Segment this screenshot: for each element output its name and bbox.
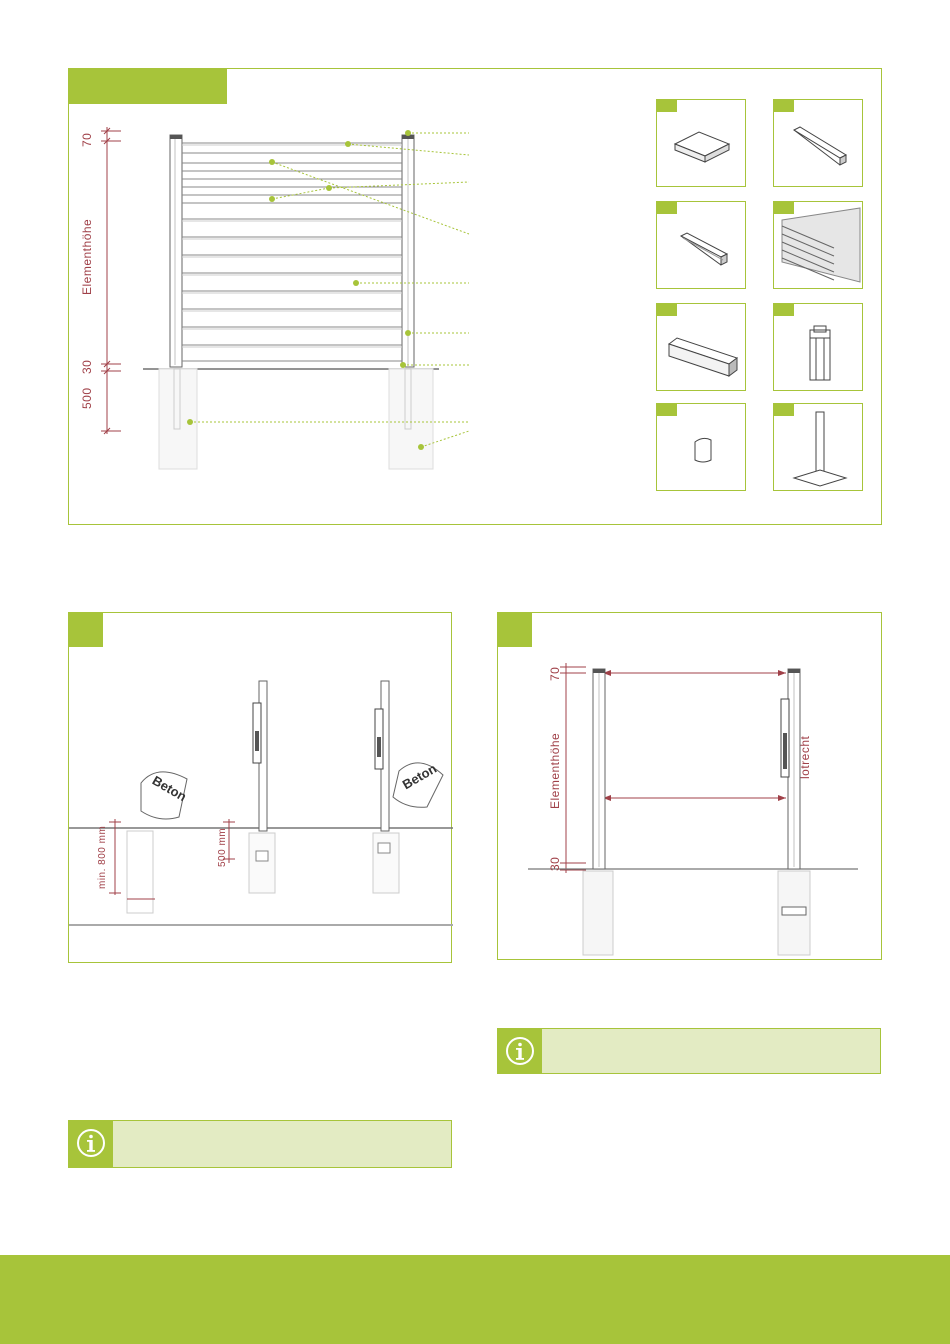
step2-dim-bottom: 30 — [548, 856, 562, 871]
part-thumb-clip — [656, 403, 746, 491]
info-box-left — [68, 1120, 452, 1168]
info-icon-cell — [69, 1121, 113, 1167]
info-icon — [76, 1128, 106, 1158]
part-thumb-post — [773, 303, 863, 391]
overview-dim-height: Elementhöhe — [80, 218, 94, 295]
part-thumb-board — [656, 303, 746, 391]
step1-bag-label-right: Beton — [399, 760, 440, 793]
overview-panel — [68, 68, 882, 525]
step1-bag-label-left: Beton — [149, 772, 190, 805]
info-icon-cell — [498, 1029, 542, 1073]
part-thumb-panel — [773, 201, 863, 289]
step2-plumb-label: lotrecht — [798, 735, 812, 779]
part-thumb-profile — [656, 201, 746, 289]
part-thumb-base — [773, 403, 863, 491]
board-icon — [657, 304, 747, 392]
post-cap-icon — [657, 100, 747, 188]
step2-panel — [497, 612, 882, 960]
slat-panel-icon — [774, 202, 864, 290]
clip-icon — [657, 404, 747, 492]
step1-drawing — [69, 613, 453, 964]
u-profile-icon — [657, 202, 747, 290]
step2-dim-height: Elementhöhe — [548, 732, 562, 809]
step2-dim-top: 70 — [548, 666, 562, 681]
info-icon — [505, 1036, 535, 1066]
overview-dim-bottom: 30 — [80, 359, 94, 374]
overview-dim-top: 70 — [80, 132, 94, 147]
step1-depth-label: min. 800 mm — [97, 825, 108, 889]
base-plate-icon — [774, 404, 864, 492]
part-thumb-cap — [656, 99, 746, 187]
top-rail-icon — [774, 100, 864, 188]
post-profile-icon — [774, 304, 864, 392]
step1-panel — [68, 612, 452, 963]
footer-band — [0, 1255, 950, 1344]
fence-overview-drawing — [69, 69, 883, 526]
step1-post-depth-label: 500 mm — [217, 827, 228, 867]
overview-dim-foundation: 500 — [80, 387, 94, 409]
info-box-right — [497, 1028, 881, 1074]
part-thumb-rail — [773, 99, 863, 187]
